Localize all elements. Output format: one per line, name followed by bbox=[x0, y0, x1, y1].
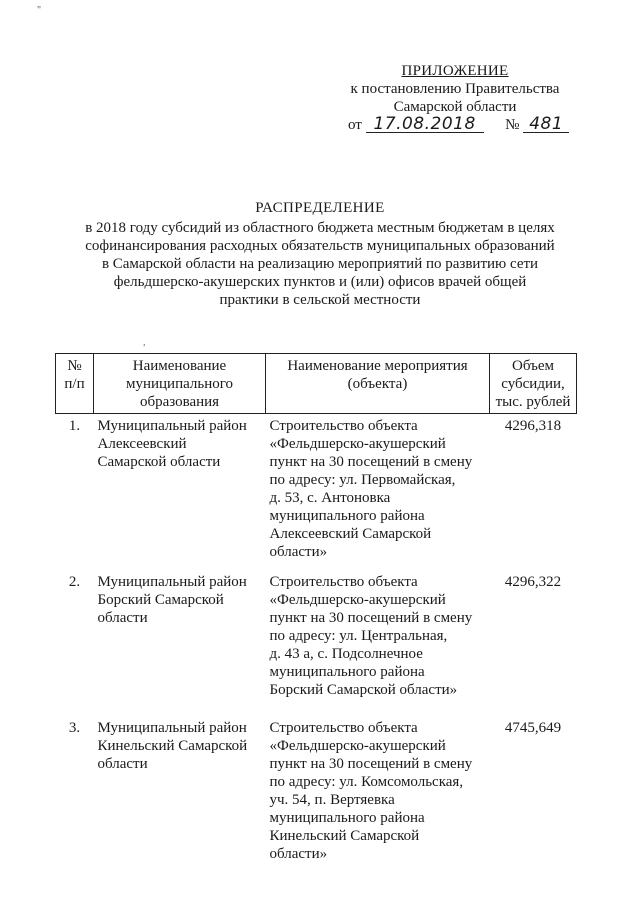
decree-number: 481 bbox=[523, 116, 569, 133]
row-municipality: Муниципальный район Кинельский Самарской области bbox=[97, 720, 248, 772]
number-prefix: № bbox=[505, 117, 520, 133]
row-amount: 4745,649 bbox=[504, 720, 562, 736]
row-project: Строительство объекта «Фельдшерско-акушерский пункт на 30 посещений в смену по адресу: ул. Первомайская, д. 53, с. Антоновка муниципального района Алексеевский Самарской области» bbox=[269, 418, 473, 560]
column-header-project: Наименование мероприятия (объекта) bbox=[266, 354, 490, 414]
date-prefix: от bbox=[348, 117, 362, 133]
row-number: 1. bbox=[68, 418, 81, 434]
heading-title: РАСПРЕДЕЛЕНИЕ bbox=[255, 200, 385, 216]
row-project: Строительство объекта «Фельдшерско-акушерский пункт на 30 посещений в смену по адресу: ул. Центральная, д. 43 а, с. Подсолнечное муниципального района Борский Самарской области» bbox=[269, 574, 473, 698]
table-row bbox=[56, 573, 577, 719]
page-corner-mark: " bbox=[37, 5, 42, 16]
appendix-date-line bbox=[330, 116, 580, 134]
row-number: 2. bbox=[68, 574, 81, 590]
row-municipality: Муниципальный район Борский Самарской области bbox=[97, 574, 247, 626]
row-municipality: Муниципальный район Алексеевский Самарской области bbox=[97, 418, 247, 470]
appendix-title: ПРИЛОЖЕНИЕ bbox=[401, 63, 509, 79]
table-header-row bbox=[56, 354, 577, 414]
row-amount: 4296,322 bbox=[504, 574, 562, 590]
table-row bbox=[56, 719, 577, 863]
column-header-municipality: Наименование муниципального образования bbox=[94, 354, 266, 414]
row-amount: 4296,318 bbox=[504, 418, 562, 434]
column-header-amount: Объем субсидии, тыс. рублей bbox=[490, 354, 577, 414]
row-number: 3. bbox=[68, 720, 81, 736]
heading-subtitle: в 2018 году субсидий из областного бюджета местным бюджетам в целях софинансирования расходных обязательств муниципальных образований в Самарской области на реализацию мероприятий по развитию сети фельдшерско-акушерских пунктов и (или) офисов врачей общей практики в сельской местности bbox=[85, 220, 555, 308]
distribution-table bbox=[55, 353, 577, 863]
appendix-block bbox=[330, 62, 580, 134]
row-project: Строительство объекта «Фельдшерско-акушерский пункт на 30 посещений в смену по адресу: ул. Комсомольская, уч. 54, п. Вертяевка муниципального района Кинельский Самарской области» bbox=[269, 720, 473, 862]
table-row bbox=[56, 414, 577, 574]
appendix-decree-line: к постановлению Правительства bbox=[350, 81, 560, 97]
column-header-number: № п/п bbox=[56, 354, 94, 414]
appendix-region-line: Самарской области bbox=[393, 99, 517, 115]
stray-mark: , bbox=[143, 337, 146, 348]
decree-date: 17.08.2018 bbox=[366, 116, 484, 133]
document-heading bbox=[60, 199, 580, 309]
